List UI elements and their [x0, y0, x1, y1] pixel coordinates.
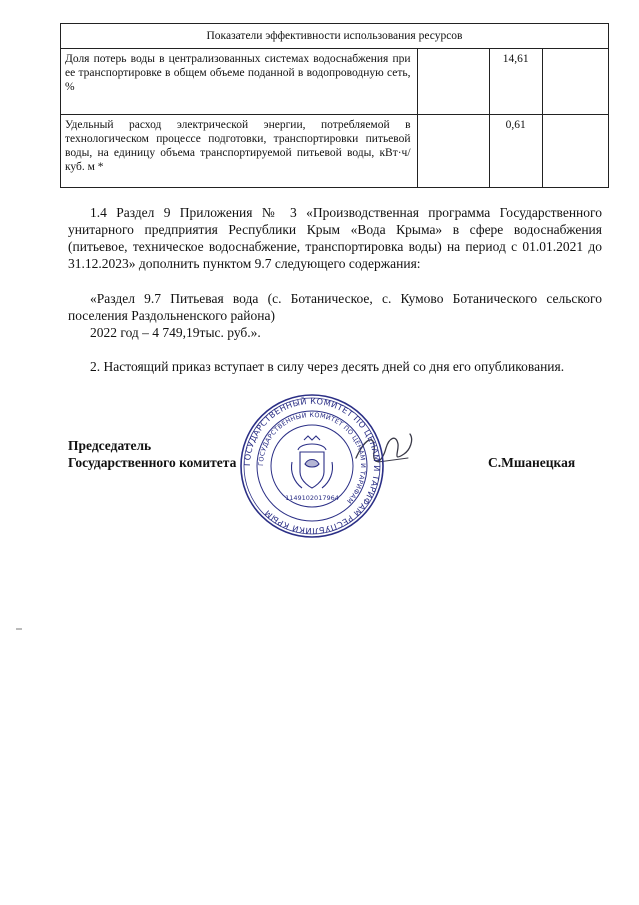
- empty-cell: [542, 49, 608, 115]
- official-seal: [238, 392, 386, 540]
- indicators-table: [60, 23, 609, 188]
- paragraph-section-title: «Раздел 9.7 Питьевая вода (с. Ботаническое, с. Кумово Ботанического сельского поселения Раздольненского района): [68, 291, 602, 323]
- seal-code: 1149102017964: [285, 494, 339, 502]
- empty-cell: [417, 49, 489, 115]
- indicator-description: Доля потерь воды в централизованных системах водоснабжения при ее транспортировке в общем объеме поданной в водопроводную сеть, %: [61, 49, 418, 115]
- seal-outer-text: ГОСУДАРСТВЕННЫЙ КОМИТЕТ ПО ЦЕНАМ И ТАРИФАМ РЕСПУБЛИКИ КРЫМ: [241, 395, 383, 537]
- section-header: Показатели эффективности использования ресурсов: [61, 24, 609, 49]
- paragraph-effective-date: 2. Настоящий приказ вступает в силу через десять дней со дня его опубликования.: [90, 359, 565, 374]
- indicator-value: 14,61: [489, 49, 542, 115]
- seal-inner-text: ГОСУДАРСТВЕННЫЙ КОМИТЕТ ПО ЦЕНАМ И ТАРИФАМ: [256, 410, 368, 506]
- table-header-row: [61, 24, 609, 49]
- scan-artifact: [16, 628, 22, 630]
- svg-text:ГОСУДАРСТВЕННЫЙ КОМИТЕТ ПО ЦЕН: [257, 410, 367, 505]
- signatory-title-line2: Государственного комитета: [68, 455, 237, 470]
- empty-cell: [417, 115, 489, 188]
- coat-of-arms-icon: [291, 436, 332, 488]
- signatory-title-line1: Председатель: [68, 438, 152, 453]
- table-row: [61, 115, 609, 188]
- indicator-description: Удельный расход электрической энергии, потребляемой в технологическом процессе подготовки, транспортировки питьевой воды, на единицу объема транспортируемой питьевой воды, кВт·ч/куб. м *: [61, 115, 418, 188]
- indicator-value: 0,61: [489, 115, 542, 188]
- table-row: [61, 49, 609, 115]
- signatory-name: С.Мшанецкая: [488, 455, 576, 470]
- empty-cell: [542, 115, 608, 188]
- paragraph-amendment: 1.4 Раздел 9 Приложения № 3 «Производственная программа Государственного унитарного предприятия Республики Крым «Вода Крыма» в сфере водоснабжения (питьевое, техническое водоснабжение, транспортировка воды) на период с 01.01.2021 до 31.12.2023» дополнить пунктом 9.7 следующего содержания:: [68, 205, 602, 271]
- paragraph-amount: 2022 год – 4 749,19тыс. руб.».: [90, 325, 261, 340]
